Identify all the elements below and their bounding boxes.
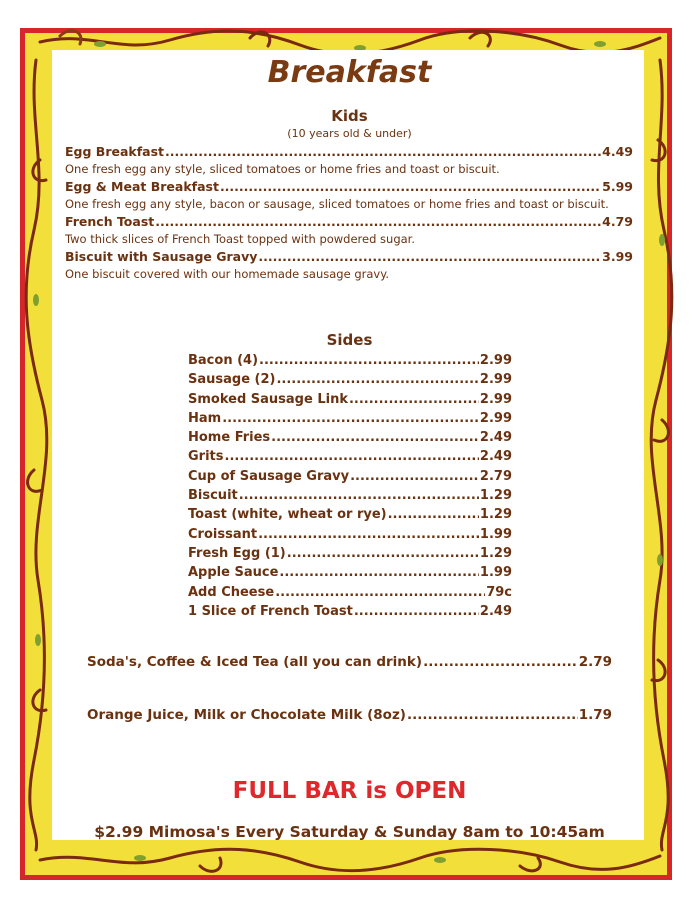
item-price: 3.99 — [602, 249, 633, 264]
item-name: Biscuit — [188, 488, 238, 504]
item-name: Fresh Egg (1) — [188, 545, 286, 561]
item-price: 1.99 — [479, 526, 512, 542]
mimosa-special-notice: $2.99 Mimosa's Every Saturday & Sunday 8am to 10:45am — [94, 823, 605, 841]
item-price: 4.79 — [602, 214, 633, 229]
item-name: Egg & Meat Breakfast — [65, 179, 219, 194]
item-price: 1.99 — [479, 565, 512, 581]
full-bar-notice: FULL BAR is OPEN — [232, 778, 467, 804]
item-description: Two thick slices of French Toast topped with powdered sugar. — [65, 232, 416, 246]
menu-item — [65, 143, 633, 177]
item-price: 1.79 — [578, 707, 612, 723]
item-price: 1.29 — [479, 507, 512, 523]
item-name: Ham — [188, 410, 222, 426]
item-name: French Toast — [65, 214, 155, 229]
item-price: 2.49 — [479, 449, 512, 465]
side-item — [188, 390, 512, 409]
item-price: 79c — [486, 584, 512, 600]
item-price: 2.99 — [479, 353, 512, 368]
item-description: One biscuit covered with our homemade sausage gravy. — [65, 267, 390, 281]
item-price: 2.79 — [578, 654, 612, 670]
menu-item — [65, 213, 633, 247]
side-item — [188, 428, 512, 447]
item-name: Smoked Sausage Link — [188, 391, 348, 407]
kids-heading: Kids — [331, 107, 368, 125]
kids-menu-list — [65, 143, 633, 283]
item-name: Add Cheese — [188, 584, 275, 600]
item-price: 2.79 — [479, 468, 512, 484]
side-item — [188, 467, 512, 486]
item-price: 2.99 — [479, 410, 512, 426]
menu-item — [65, 248, 633, 282]
item-price: 4.49 — [602, 144, 633, 159]
item-price: 2.99 — [479, 391, 512, 407]
sides-heading: Sides — [326, 331, 373, 349]
item-description: One fresh egg any style, sliced tomatoes or home fries and toast or biscuit. — [65, 162, 500, 176]
side-item — [188, 544, 512, 563]
item-description: One fresh egg any style, bacon or sausage, sliced tomatoes or home fries and toast or biscuit. — [65, 197, 609, 211]
item-name: Croissant — [188, 526, 258, 542]
side-item — [188, 563, 512, 582]
item-price: 1.29 — [479, 545, 512, 561]
side-item — [188, 525, 512, 544]
item-price: 2.99 — [479, 372, 512, 388]
side-item — [188, 486, 512, 505]
side-item — [188, 370, 512, 389]
menu-item — [65, 178, 633, 212]
item-price: 1.29 — [479, 488, 512, 504]
item-name: Sausage (2) — [188, 372, 276, 388]
item-name: Home Fries — [188, 430, 271, 446]
item-name: Orange Juice, Milk or Chocolate Milk (8oz) — [87, 707, 406, 723]
side-item — [188, 583, 512, 602]
kids-subheading: (10 years old & under) — [287, 127, 412, 140]
item-price: 5.99 — [602, 179, 633, 194]
item-name: Toast (white, wheat or rye) — [188, 507, 387, 523]
item-price: 2.49 — [479, 430, 512, 446]
item-name: Grits — [188, 449, 224, 465]
side-item — [188, 447, 512, 466]
item-name: Cup of Sausage Gravy — [188, 468, 350, 484]
item-name: Egg Breakfast — [65, 144, 164, 159]
side-item — [188, 505, 512, 524]
side-item — [188, 351, 512, 370]
drink-item — [87, 706, 612, 724]
item-name: Biscuit with Sausage Gravy — [65, 249, 258, 264]
item-name: Bacon (4) — [188, 353, 259, 368]
side-item — [188, 602, 512, 621]
side-item — [188, 409, 512, 428]
item-name: Apple Sauce — [188, 565, 279, 581]
page-title: Breakfast — [267, 55, 432, 90]
sides-menu-list — [188, 351, 512, 621]
item-price: 2.49 — [479, 603, 512, 619]
item-name: Soda's, Coffee & Iced Tea (all you can drink) — [87, 654, 423, 670]
item-name: 1 Slice of French Toast — [188, 603, 353, 619]
drink-item — [87, 653, 612, 671]
